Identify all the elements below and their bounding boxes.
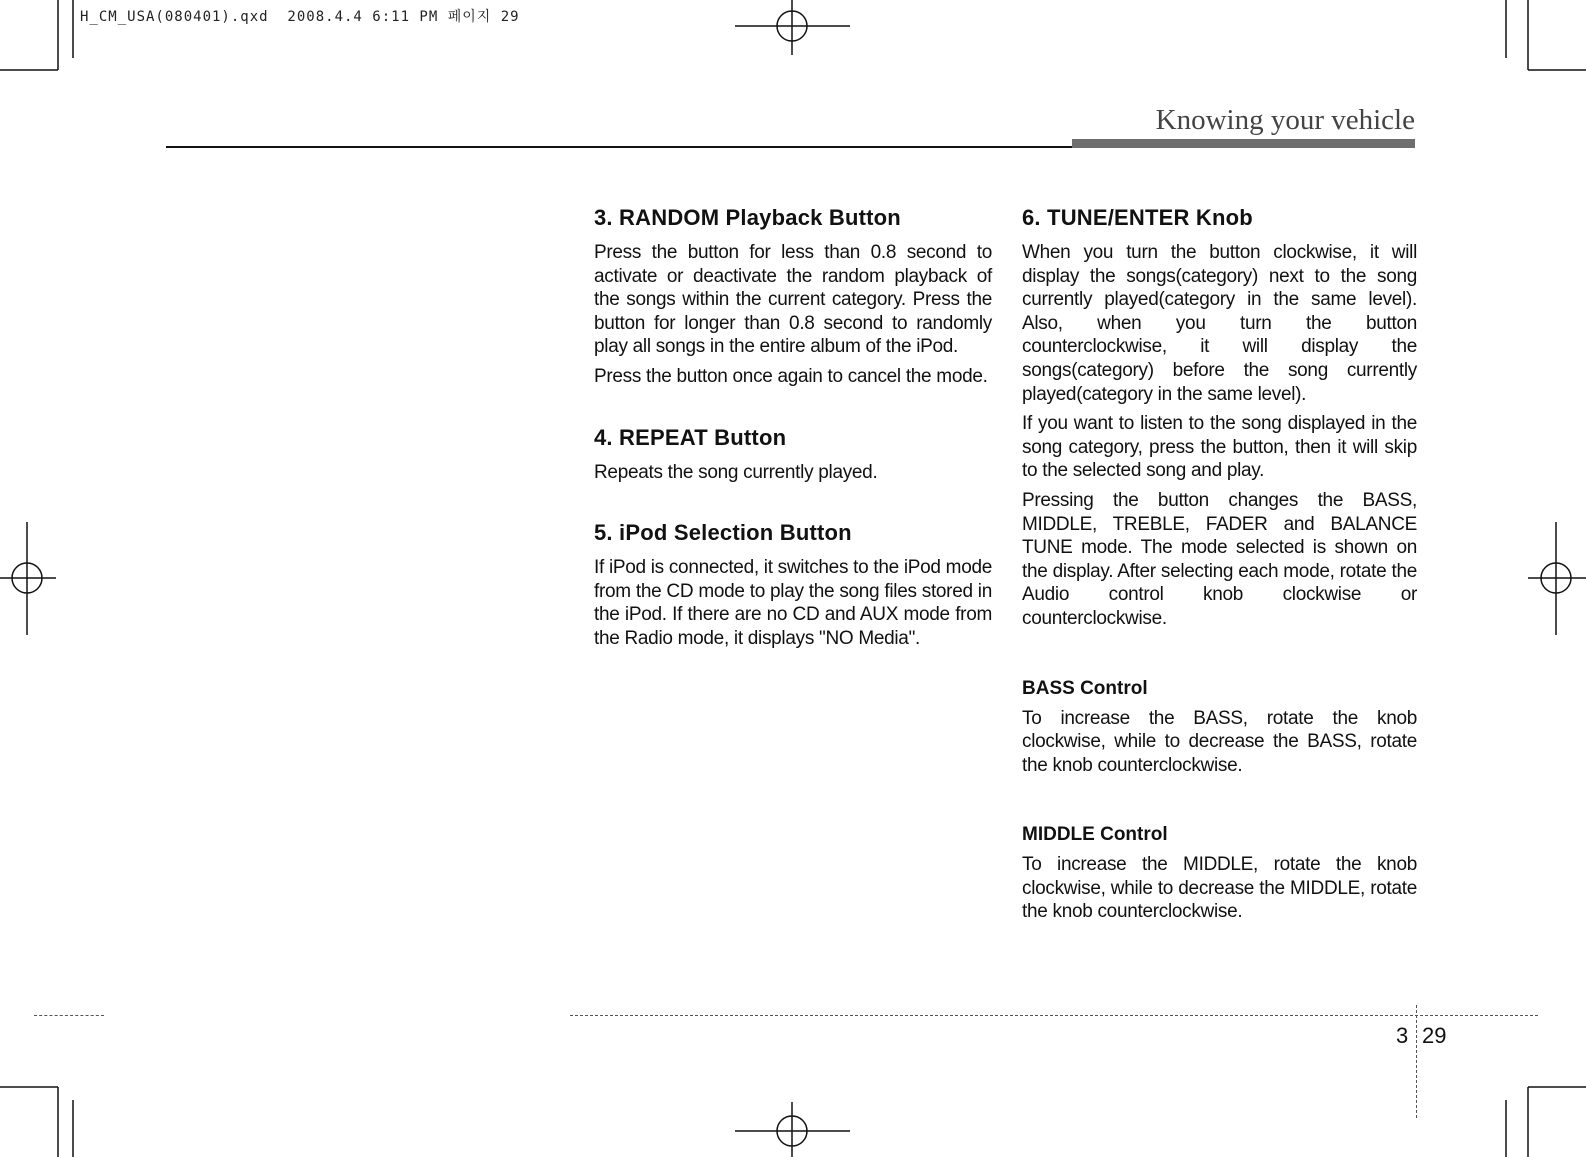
folio-rule-left (34, 1015, 104, 1016)
header-rule (166, 146, 1072, 148)
paragraph: If iPod is connected, it switches to the iPod mode from the CD mode to play the song files stored in the iPod. If there are no CD and AUX mode from the Radio mode, it displays "NO Media". (594, 557, 992, 649)
section-ipod-selection (594, 520, 992, 650)
section-bass-control (1022, 677, 1417, 778)
paragraph: Repeats the song currently played. (594, 461, 878, 483)
section-random-playback (594, 205, 992, 389)
section-heading: 6. TUNE/ENTER Knob (1022, 205, 1253, 230)
section-heading: 4. REPEAT Button (594, 424, 787, 450)
subsection-heading: MIDDLE Control (1022, 824, 1168, 846)
paragraph: To increase the BASS, rotate the knob clockwise, while to decrease the BASS, rotate the knob counterclockwise. (1022, 707, 1417, 776)
section-heading: 3. RANDOM Playback Button (594, 205, 901, 230)
paragraph: Press the button for less than 0.8 second to activate or deactivate the random playback of the songs within the current category. Press the button for longer than 0.8 second to randomly play all songs in the entire album of the iPod. (594, 242, 992, 358)
paragraph: When you turn the button clockwise, it will display the songs(category) next to the song currently played(category in the same level). Also, when you turn the button counterclockwise, it will display the songs(category) before the song currently played(category in the same level). (1022, 242, 1417, 405)
paragraph: If you want to listen to the song displayed in the song category, press the button, then it will skip to the selected song and play. (1022, 413, 1417, 482)
section-middle-control (1022, 823, 1417, 924)
chapter-number: 3 (1396, 1023, 1409, 1048)
section-repeat (594, 425, 992, 485)
folio-separator (1416, 1005, 1417, 1118)
header-bar (1072, 139, 1415, 148)
paragraph: To increase the MIDDLE, rotate the knob clockwise, while to decrease the MIDDLE, rotate the knob counterclockwise. (1022, 854, 1417, 923)
folio-rule (570, 1015, 1538, 1016)
running-header-title: Knowing your vehicle (1155, 104, 1415, 136)
paragraph: Pressing the button changes the BASS, MIDDLE, TREBLE, FADER and BALANCE TUNE mode. The mode selected is shown on the display. After selecting each mode, rotate the Audio control knob clockwise or counterclockwise. (1022, 489, 1417, 629)
subsection-heading: BASS Control (1022, 677, 1148, 699)
page-number: 29 (1422, 1023, 1447, 1048)
section-heading: 5. iPod Selection Button (594, 520, 852, 546)
section-tune-enter (1022, 205, 1417, 631)
paragraph: Press the button once again to cancel the mode. (594, 365, 988, 387)
print-slug: H_CM_USA(080401).qxd 2008.4.4 6:11 PM 페이지 29 (80, 9, 520, 25)
right-column (1022, 205, 1417, 930)
left-column (594, 205, 992, 657)
